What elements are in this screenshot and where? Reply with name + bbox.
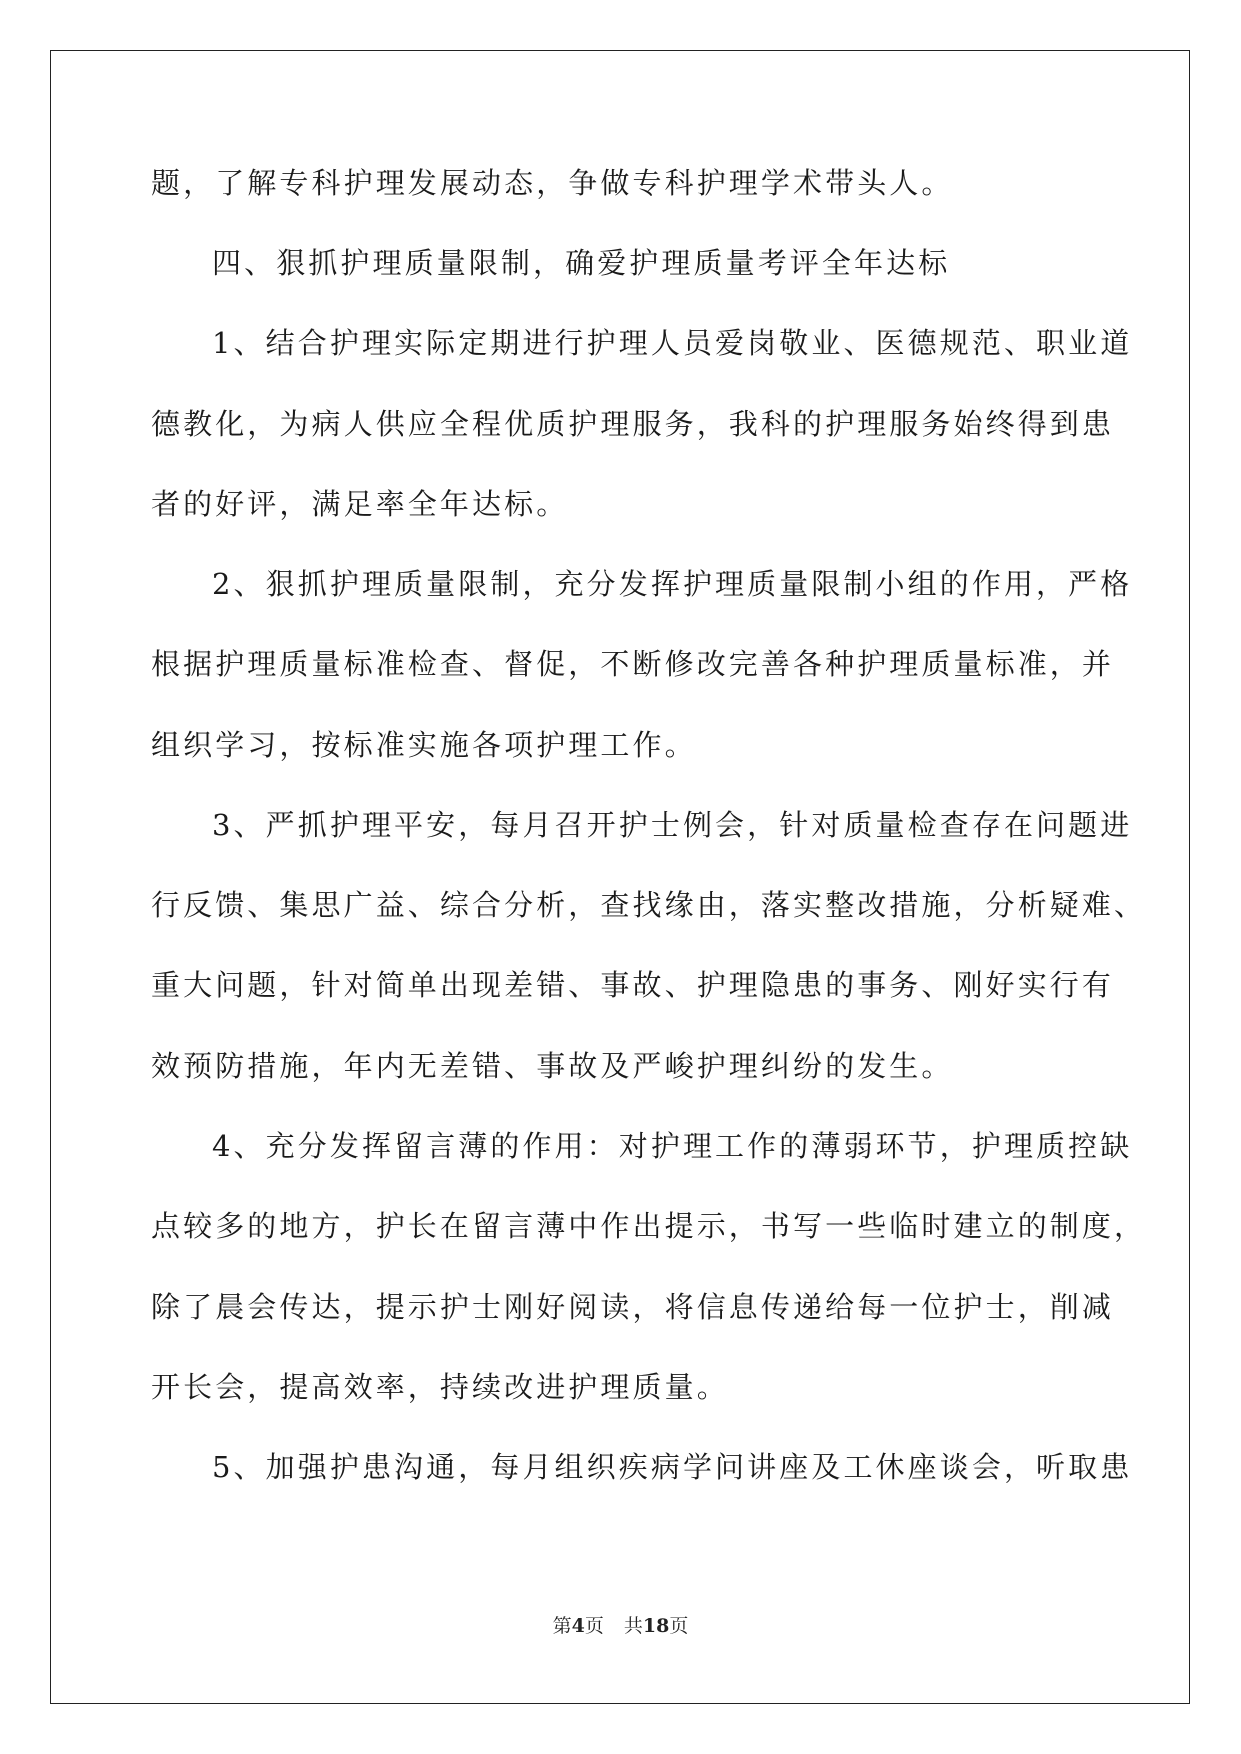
paragraph-line: 德教化，为病人供应全程优质护理服务，我科的护理服务始终得到患: [151, 407, 1115, 441]
total-pages-number: 18: [642, 1615, 670, 1637]
paragraph-line: 2、狠抓护理质量限制，充分发挥护理质量限制小组的作用，严格: [212, 567, 1133, 601]
paragraph-line: 5、加强护患沟通，每月组织疾病学问讲座及工休座谈会，听取患: [212, 1450, 1133, 1484]
current-page-number: 4: [571, 1615, 585, 1637]
paragraph-line: 组织学习，按标准实施各项护理工作。: [151, 728, 697, 762]
paragraph-line: 根据护理质量标准检查、督促，不断修改完善各种护理质量标准，并: [151, 647, 1115, 681]
paragraph-line: 4、充分发挥留言薄的作用：对护理工作的薄弱环节，护理质控缺: [212, 1129, 1133, 1163]
total-prefix: 共: [623, 1615, 643, 1637]
paragraph-line: 题，了解专科护理发展动态，争做专科护理学术带头人。: [151, 166, 954, 200]
paragraph-line: 效预防措施，年内无差错、事故及严峻护理纠纷的发生。: [151, 1049, 954, 1083]
paragraph-line: 1、结合护理实际定期进行护理人员爱岗敬业、医德规范、职业道: [212, 326, 1133, 360]
page-suffix: 页: [584, 1615, 604, 1637]
paragraph-line: 开长会，提高效率，持续改进护理质量。: [151, 1370, 729, 1404]
paragraph-line: 3、严抓护理平安，每月召开护士例会，针对质量检查存在问题进: [212, 808, 1133, 842]
page-prefix: 第: [552, 1615, 572, 1637]
paragraph-line: 除了晨会传达，提示护士刚好阅读，将信息传递给每一位护士，削减: [151, 1290, 1115, 1324]
paragraph-line: 点较多的地方，护长在留言薄中作出提示，书写一些临时建立的制度，: [151, 1209, 1147, 1243]
section-heading: 四、狠抓护理质量限制，确爱护理质量考评全年达标: [212, 246, 951, 280]
paragraph-line: 者的好评，满足率全年达标。: [151, 487, 569, 521]
total-suffix: 页: [669, 1615, 689, 1637]
paragraph-line: 重大问题，针对简单出现差错、事故、护理隐患的事务、刚好实行有: [151, 968, 1115, 1002]
paragraph-line: 行反馈、集思广益、综合分析，查找缘由，落实整改措施，分析疑难、: [151, 888, 1147, 922]
page-footer: [0, 1614, 1241, 1638]
